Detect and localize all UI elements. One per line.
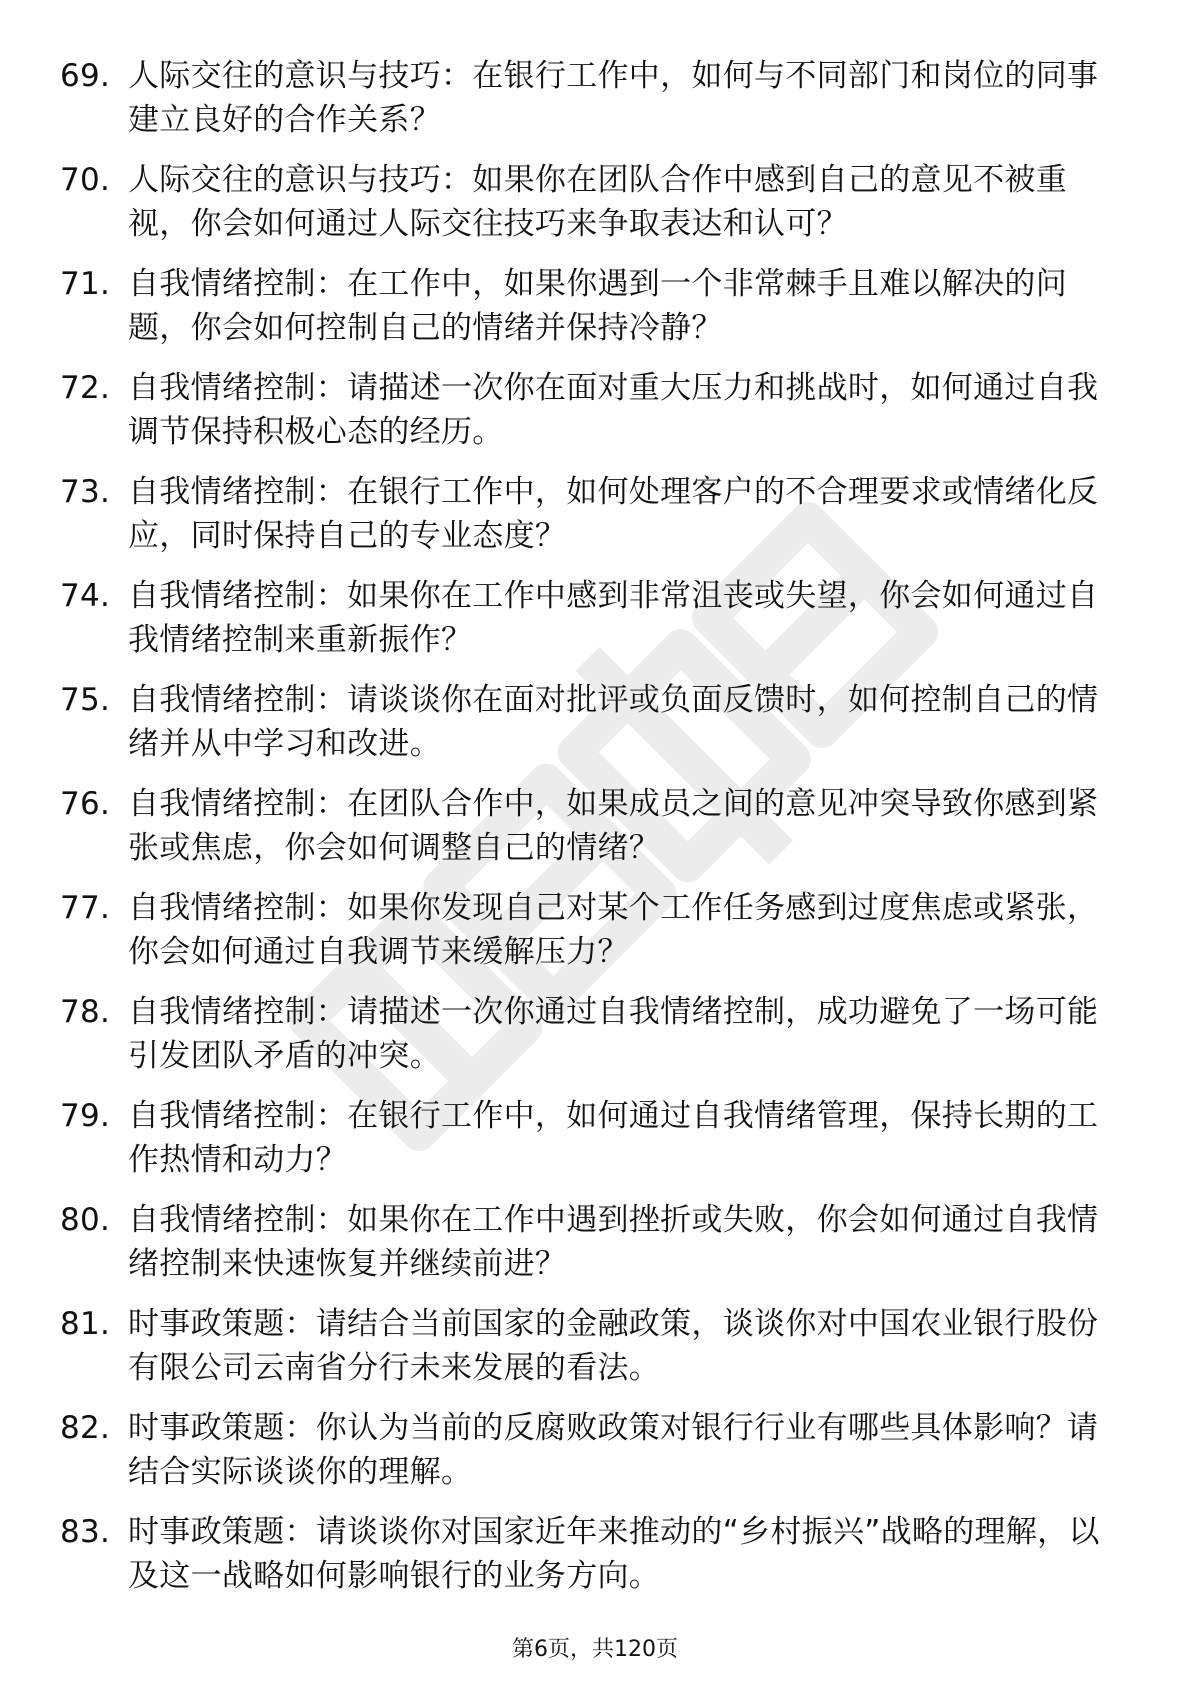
question-text: 人际交往的意识与技巧：如果你在团队合作中感到自己的意见不被重视，你会如何通过人际交往技巧来争取表达和认可？ [128,162,1067,242]
question-number: 78. [60,994,111,1030]
question-text: 时事政策题：请谈谈你对国家近年来推动的“乡村振兴”战略的理解，以及这一战略如何影响银行的业务方向。 [128,1514,1100,1594]
question-item-72 [60,366,1120,470]
question-number: 69. [60,58,111,94]
question-text: 自我情绪控制：如果你在工作中遇到挫折或失败，你会如何通过自我情绪控制来快速恢复并继续前进？ [128,1202,1099,1282]
question-item-71 [60,262,1120,366]
question-number: 82. [60,1410,111,1446]
question-item-80 [60,1198,1120,1302]
question-item-69 [60,54,1120,158]
question-text: 自我情绪控制：请谈谈你在面对批评或负面反馈时，如何控制自己的情绪并从中学习和改进。 [128,682,1099,762]
page-footer: 第6页，共120页 [512,1637,678,1662]
question-number: 75. [60,682,111,718]
question-item-70 [60,158,1120,262]
question-number: 80. [60,1202,111,1238]
question-text: 时事政策题：请结合当前国家的金融政策，谈谈你对中国农业银行股份有限公司云南省分行未来发展的看法。 [128,1306,1099,1386]
question-text: 人际交往的意识与技巧：在银行工作中，如何与不同部门和岗位的同事建立良好的合作关系？ [128,58,1099,138]
question-item-76 [60,782,1120,886]
question-item-82 [60,1406,1120,1510]
question-number: 72. [60,370,111,406]
question-text: 时事政策题：你认为当前的反腐败政策对银行行业有哪些具体影响？请结合实际谈谈你的理解。 [128,1410,1099,1490]
question-item-79 [60,1094,1120,1198]
question-text: 自我情绪控制：在银行工作中，如何处理客户的不合理要求或情绪化反应，同时保持自己的专业态度？ [128,474,1099,554]
question-text: 自我情绪控制：在团队合作中，如果成员之间的意见冲突导致你感到紧张或焦虑，你会如何调整自己的情绪？ [128,786,1099,866]
question-number: 83. [60,1514,111,1550]
question-item-83 [60,1510,1120,1614]
question-item-81 [60,1302,1120,1406]
question-text: 自我情绪控制：在银行工作中，如何通过自我情绪管理，保持长期的工作热情和动力？ [128,1098,1099,1178]
question-number: 70. [60,162,111,198]
question-text: 自我情绪控制：请描述一次你通过自我情绪控制，成功避免了一场可能引发团队矛盾的冲突。 [128,994,1099,1074]
question-item-73 [60,470,1120,574]
question-list [60,54,1120,1614]
question-number: 77. [60,890,111,926]
question-text: 自我情绪控制：请描述一次你在面对重大压力和挑战时，如何通过自我调节保持积极心态的经历。 [128,370,1099,450]
question-number: 81. [60,1306,111,1342]
question-number: 71. [60,266,111,302]
question-number: 73. [60,474,111,510]
question-item-75 [60,678,1120,782]
question-number: 74. [60,578,111,614]
question-item-78 [60,990,1120,1094]
question-text: 自我情绪控制：如果你发现自己对某个工作任务感到过度焦虑或紧张，你会如何通过自我调节来缓解压力？ [128,890,1099,970]
question-text: 自我情绪控制：在工作中，如果你遇到一个非常棘手且难以解决的问题，你会如何控制自己的情绪并保持冷静？ [128,266,1067,346]
question-number: 79. [60,1098,111,1134]
question-number: 76. [60,786,111,822]
question-item-74 [60,574,1120,678]
question-item-77 [60,886,1120,990]
question-text: 自我情绪控制：如果你在工作中感到非常沮丧或失望，你会如何通过自我情绪控制来重新振作？ [128,578,1099,658]
